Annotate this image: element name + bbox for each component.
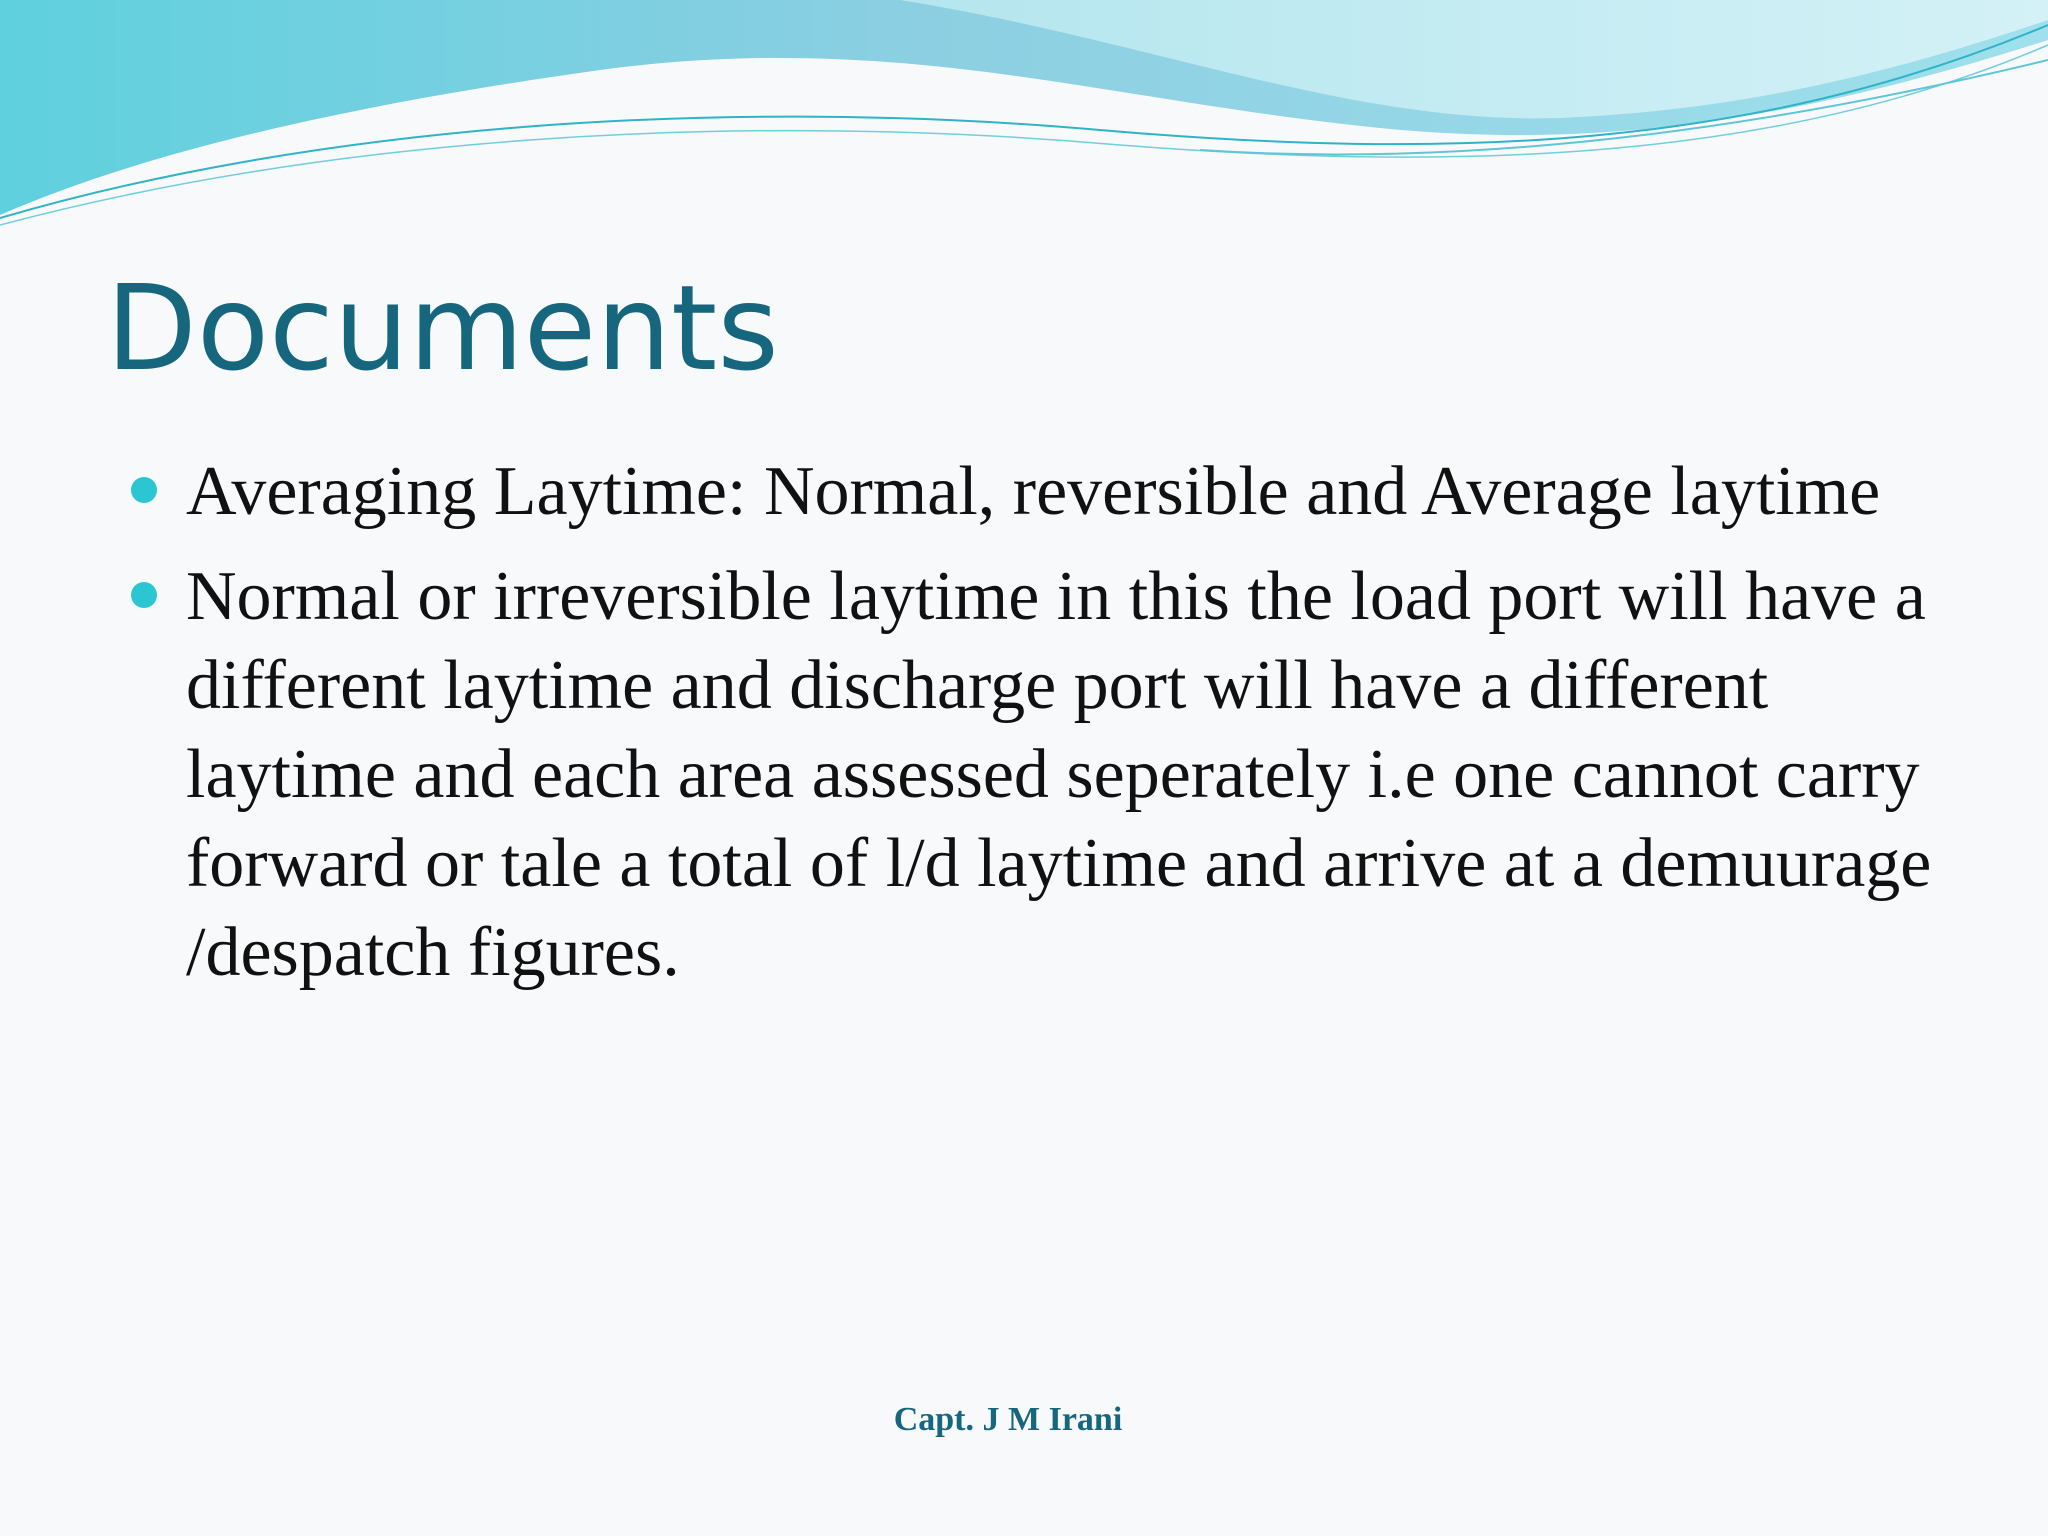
footer-author: Capt. J M Irani <box>893 1401 1123 1438</box>
bullet-text: Averaging Laytime: Normal, reversible and Average laytime <box>186 453 1881 530</box>
bullet-list <box>126 447 1946 1013</box>
slide-title: Documents <box>106 259 779 397</box>
bullet-text: Normal or irreversible laytime in this the load port will have a different laytime and discharge port will have a different laytime and each area assessed seperately i.e one cannot carry forward or tale a total of l/d laytime and arrive at a demuurage /despatch figures. <box>186 558 1932 991</box>
bullet-dot-icon <box>131 477 157 503</box>
header-wave-decoration <box>0 0 2048 240</box>
bullet-dot-icon <box>131 582 157 608</box>
bullet-item <box>126 447 1946 536</box>
bullet-item <box>126 552 1946 997</box>
